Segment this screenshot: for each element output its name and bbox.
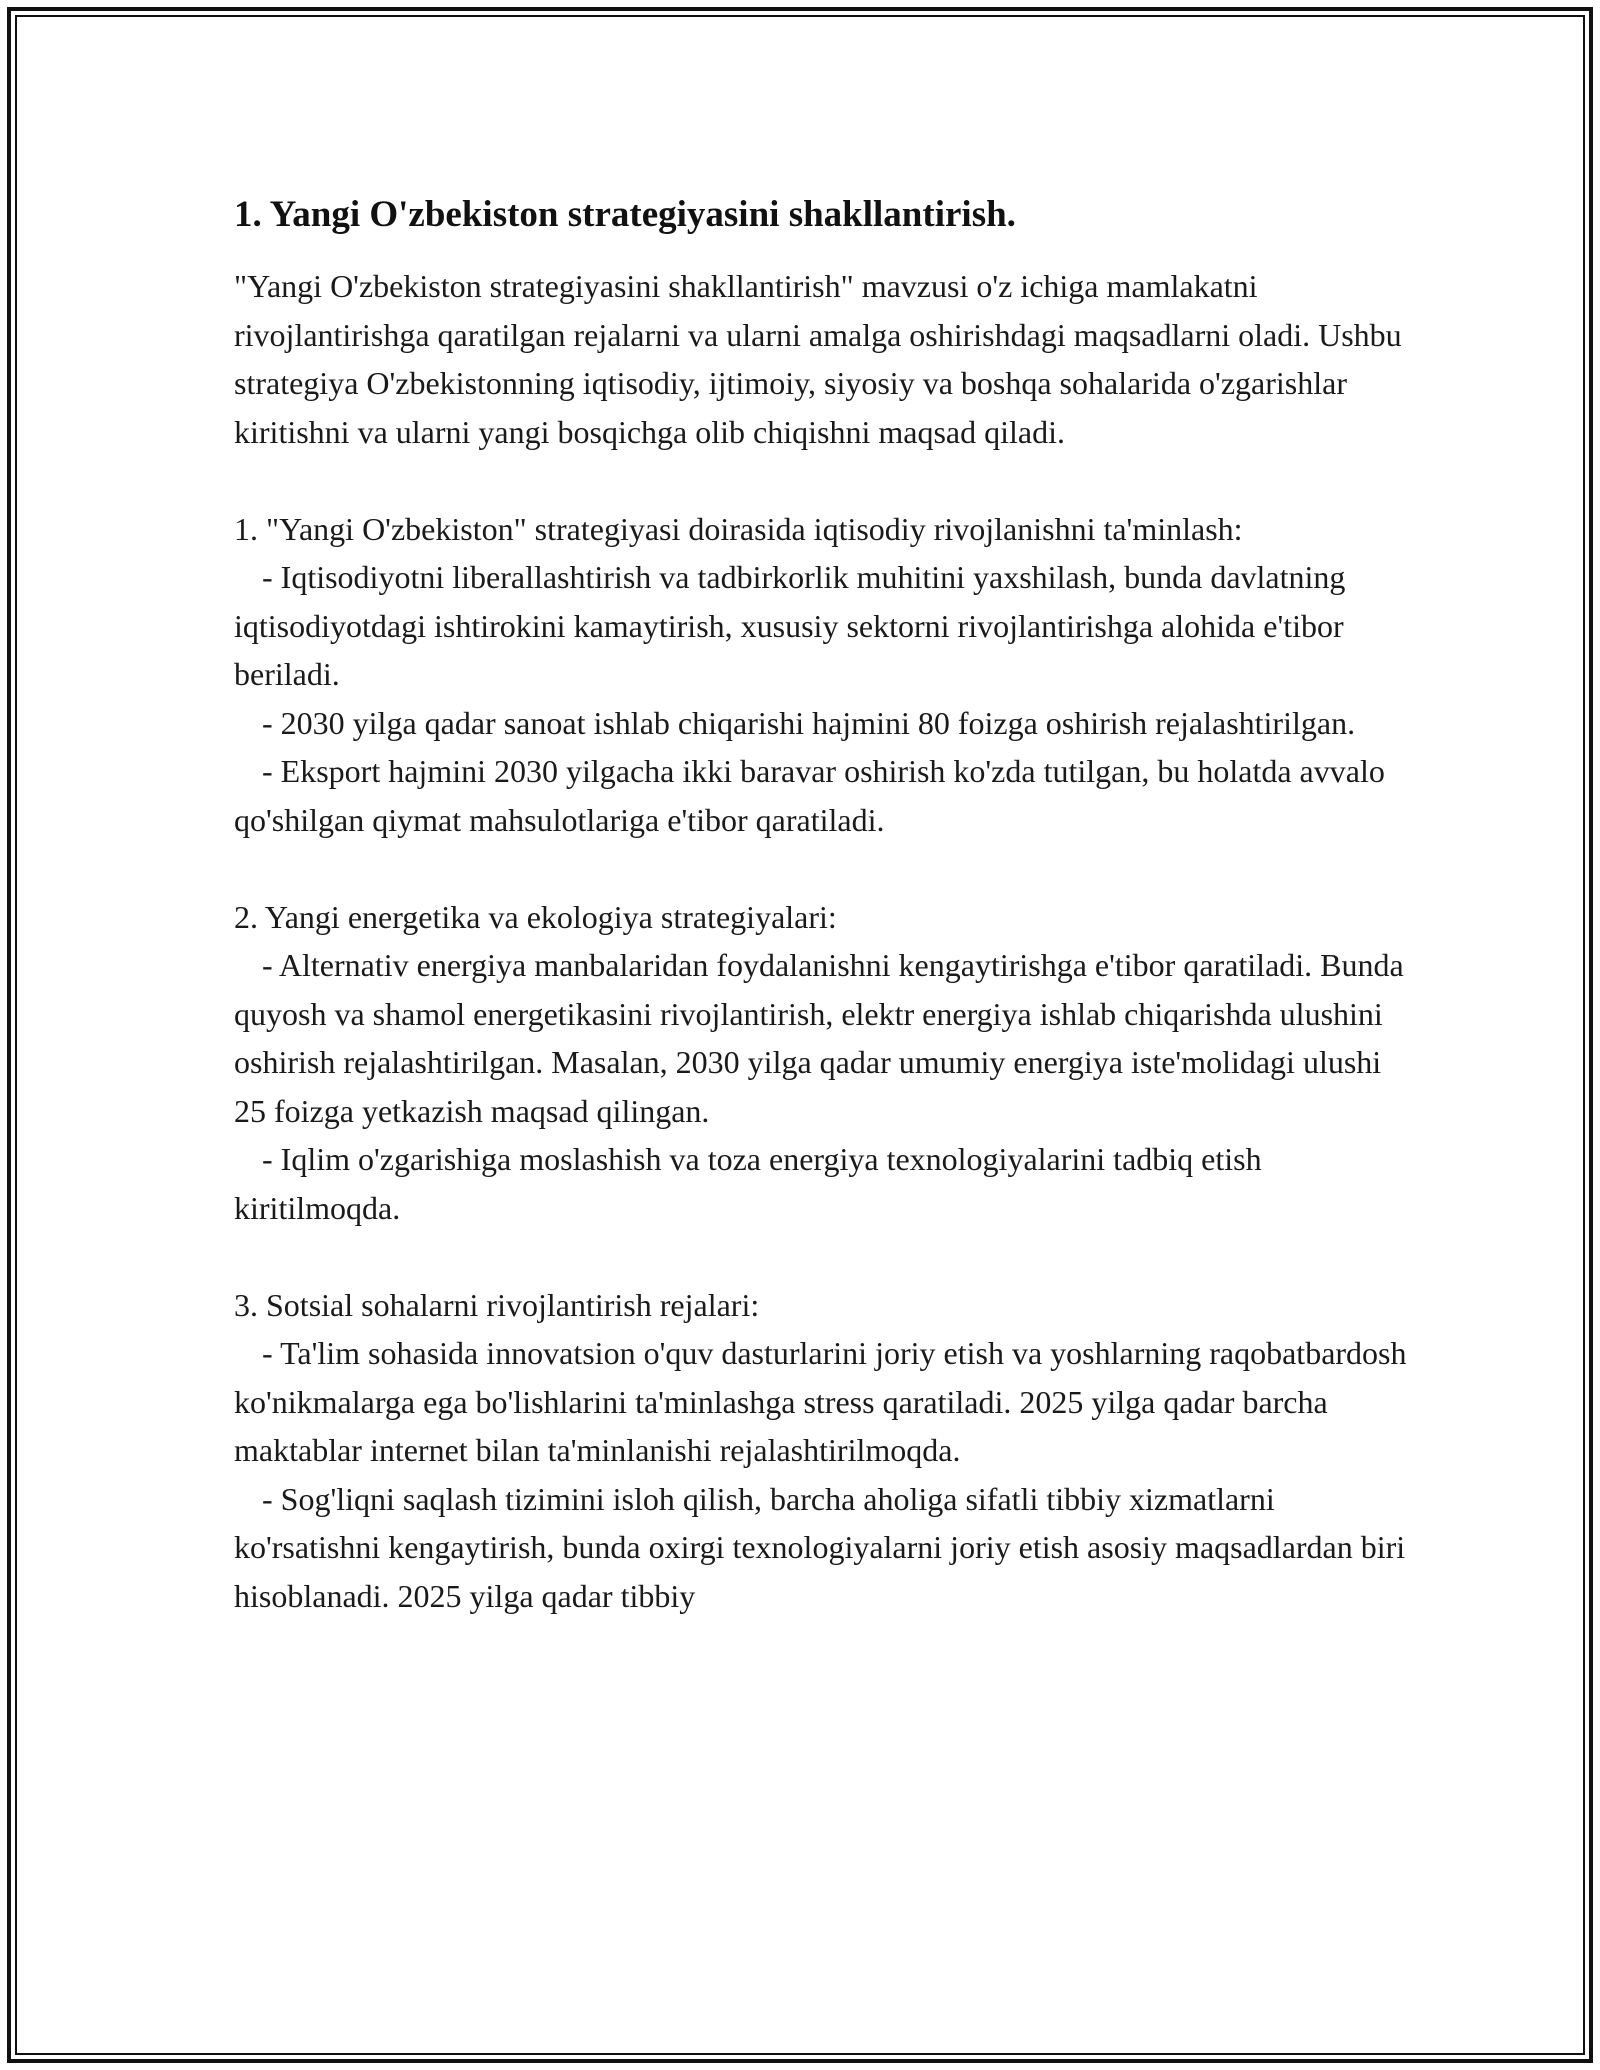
section-heading: 1. "Yangi O'zbekiston" strategiyasi doirasida iqtisodiy rivojlanishni ta'minlash:: [234, 510, 1243, 547]
bullet-item: - Iqtisodiyotni liberallashtirish va tadbirkorlik muhitini yaxshilash, bunda davlatning iqtisodiyotdagi ishtirokini kamaytirish, xususiy sektorni rivojlantirishga alohida e'tibor beriladi.: [234, 559, 1346, 692]
bullet-item: - Sog'liqni saqlash tizimini isloh qilish, barcha aholiga sifatli tibbiy xizmatlarni ko'rsatishni kengaytirish, bunda oxirgi texnologiyalarni joriy etish asosiy maqsadlardan biri hisoblanadi. 2025 yilga qadar tibbiy: [234, 1480, 1406, 1614]
intro-paragraph: "Yangi O'zbekiston strategiyasini shakllantirish" mavzusi o'z ichiga mamlakatni rivojlantirishga qaratilgan rejalarni va ularni amalga oshirishdagi maqsadlarni oladi. Ushbu strategiya O'zbekistonning iqtisodiy, ijtimoiy, siyosiy va boshqa sohalarida o'zgarishlar kiritishni va ularni yangi bosqichga olib chiqishni maqsad qiladi.: [234, 268, 1402, 450]
document-body: [234, 190, 1414, 1620]
bullet-item: - Ta'lim sohasida innovatsion o'quv dasturlarini joriy etish va yoshlarning raqobatbardosh ko'nikmalarga ega bo'lishlarini ta'minlashga stress qaratiladi. 2025 yilga qadar barcha maktablar internet bilan ta'minlanishi rejalashtirilmoqda.: [234, 1335, 1407, 1468]
section-energy: [234, 893, 1414, 1233]
section-heading: 3. Sotsial sohalarni rivojlantirish rejalari:: [234, 1286, 760, 1323]
section-economy: [234, 505, 1414, 845]
bullet-item: - Alternativ energiya manbalaridan foydalanishni kengaytirishga e'tibor qaratiladi. Bunda quyosh va shamol energetikasini rivojlantirish, elektr energiya ishlab chiqarishda ulushini oshirish rejalashtirilgan. Masalan, 2030 yilga qadar umumiy energiya iste'molidagi ulushi 25 foizga yetkazish maqsad qilingan.: [234, 947, 1404, 1129]
document-title: 1. Yangi O'zbekiston strategiyasini shakllantirish.: [234, 194, 1016, 235]
paragraph-spacer: [234, 844, 1414, 893]
paragraph-spacer: [234, 1232, 1414, 1281]
bullet-item: - Eksport hajmini 2030 yilgacha ikki baravar oshirish ko'zda tutilgan, bu holatda avvalo qo'shilgan qiymat mahsulotlariga e'tibor qaratiladi.: [234, 753, 1385, 838]
bullet-item: - 2030 yilga qadar sanoat ishlab chiqarishi hajmini 80 foizga oshirish rejalashtirilgan.: [262, 704, 1356, 741]
section-social: [234, 1281, 1414, 1621]
bullet-item: - Iqlim o'zgarishiga moslashish va toza energiya texnologiyalarini tadbiq etish kiritilmoqda.: [234, 1141, 1262, 1226]
paragraph-spacer: [234, 456, 1414, 505]
section-heading: 2. Yangi energetika va ekologiya strategiyalari:: [234, 898, 837, 935]
